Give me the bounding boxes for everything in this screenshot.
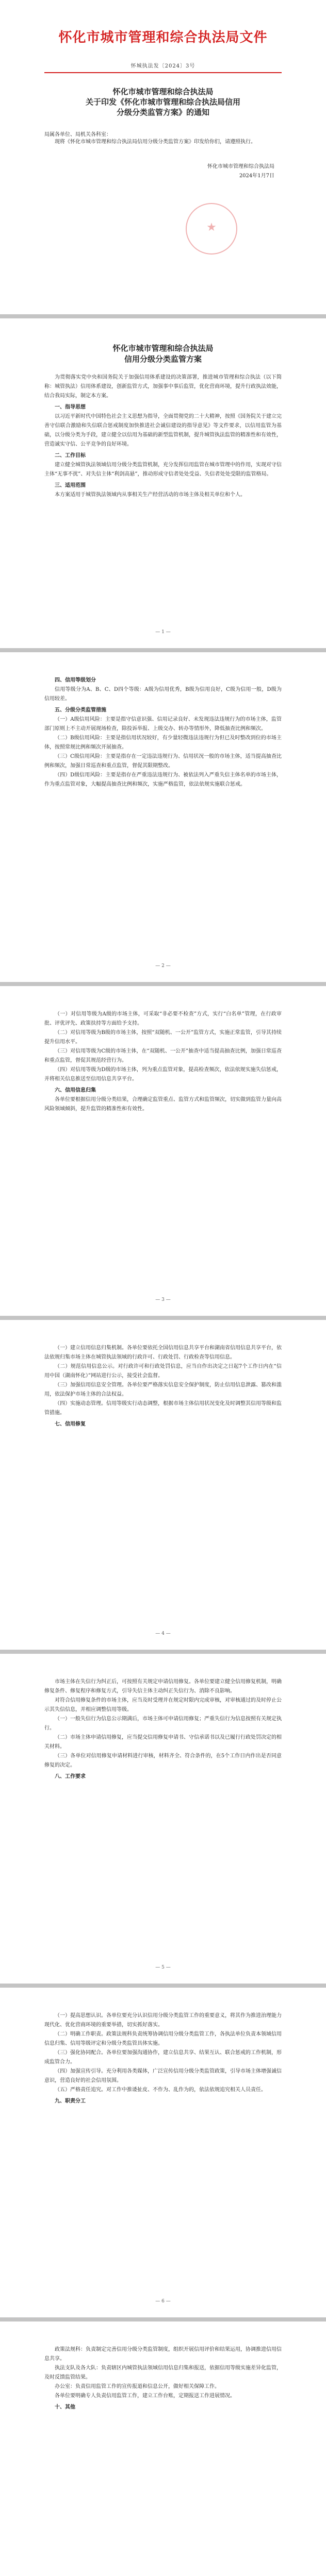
page-2	[0, 318, 326, 648]
signature-block	[44, 162, 282, 181]
section-heading: 七、信用修复	[55, 1421, 86, 1427]
document-red-header: 怀化市城市管理和综合执法局文件	[58, 30, 268, 45]
paragraph: （二）对信用等级为B级的市场主体，按照“双随机、一公开”监管方式，实施正常监管，引导其持续提升信用水平。	[44, 1030, 282, 1045]
page-3	[0, 652, 326, 982]
paragraph: （五）严格责任追究。对工作中推诿扯皮、不作为、乱作为的，依法依规追究相关人员责任。	[55, 2087, 266, 2093]
signature-date: 2024年1月7日	[239, 173, 274, 179]
section-heading: 五、分级分类监管措施	[55, 707, 106, 713]
document-number: 怀城执法发〔2024〕3号	[131, 63, 195, 69]
section-heading: 三、适用范围	[55, 483, 86, 488]
page-5	[0, 1320, 326, 1650]
paragraph: （二）市场主体申请信用修复，应当提交信用修复申请书、守信承诺书以及已履行行政处罚决定的相关材料。	[44, 1735, 282, 1750]
section-heading: 二、工作目标	[55, 453, 86, 459]
paragraph: 对符合信用修复条件的市场主体，应当及时受理并在规定时限内完成审核，对审核通过的及时停止公示其失信信息，并相应调整信用等级。	[44, 1698, 282, 1713]
paragraph: 信用等级分为A、B、C、D四个等级：A级为信用优秀，B级为信用良好，C级为信用一般，D级为信用较差。	[44, 687, 282, 702]
paragraph: 建立健全城管执法领域信用分级分类监管机制，充分发挥信用监管在城市管理中的作用，实现对守信主体“无事不扰”、对失信主体“利剑高悬”，推动形成守信者处处受益、失信者处处受限的监管格局。	[44, 462, 282, 477]
page-number: — 1 —	[155, 630, 171, 635]
paragraph: （一）A级信用风险：主要是指守信意识强、信用记录良好、未发现违法违规行为的市场主体，监管部门原则上不主动开展现场检查，除投诉举报、上级交办、转办等情形外，降低抽查比例和频次。	[44, 717, 282, 732]
paragraph: 以习近平新时代中国特色社会主义思想为指导，全面贯彻党的二十大精神，按照《国务院关于建立完善守信联合激励和失信联合惩戒制度加快推进社会诚信建设的指导意见》等文件要求，以信用监管为基础，以分级分类为手段，建立健全以信用为基础的新型监管机制，提升城管执法监管的精准性和有效性，营造诚实守信、公平竞争的良好环境。	[44, 414, 282, 447]
paragraph: 各单位要根据信用分级分类结果，合理确定监管重点、监管方式和监管频次，切实做到监管力量向高风险领域倾斜，提升监管的精准性和有效性。	[44, 1097, 282, 1112]
page-4	[0, 986, 326, 1316]
section-heading: 六、信用信息归集	[55, 1088, 96, 1093]
notice-title-line: 关于印发《怀化市城市管理和综合执法局信用	[85, 97, 240, 107]
paragraph: （三）对信用等级为C级的市场主体，在“双随机、一公开”抽查中适当提高抽查比例，加强日常巡查和重点监管，督促其规范经营行为。	[44, 1048, 282, 1063]
notice-title-line: 分级分类监管方案》的通知	[116, 108, 209, 117]
section-heading: 一、指导思想	[55, 404, 86, 410]
salutation: 局属各单位、局机关各科室：	[44, 132, 111, 138]
page-number: — 2 —	[155, 963, 171, 969]
paragraph: （三）强化协同配合。各单位要加强沟通协作，建立信息共享、结果互认、联合惩戒的工作机制，形成监管合力。	[44, 2050, 282, 2065]
paragraph: （四）D级信用风险：主要是指存在严重违法违规行为、被依法列入严重失信主体名单的市场主体，作为重点监管对象，大幅提高抽查比例和频次，实施严格监管，依法依规实施联合惩戒。	[44, 772, 282, 787]
page-6	[0, 1654, 326, 1984]
paragraph: （一）提高思想认识。各单位要充分认识信用分级分类监管工作的重要意义，将其作为推进治理能力现代化、优化营商环境的重要举措，切实抓好落实。	[44, 2013, 282, 2028]
paragraph: （一）建立信用信息归集机制。各单位要依托全国信用信息共享平台和湖南省信用信息共享平台，依法依规归集市场主体在城管执法领域的行政许可、行政处罚、行政检查等信用信息。	[44, 1345, 282, 1360]
paragraph: （一）对信用等级为A级的市场主体，可采取“非必要不检查”方式，实行“白名单”管理，在行政审批、评优评先、政策扶持等方面给予支持。	[44, 1011, 282, 1026]
paragraph: 市场主体在失信行为纠正后，可按照有关规定申请信用修复。各单位要建立健全信用修复机制，明确修复条件、修复程序和修复方式，引导失信主体主动纠正失信行为、消除不良影响。	[44, 1679, 282, 1694]
official-seal-icon	[186, 203, 237, 255]
paragraph: 为贯彻落实党中央和国务院关于加强信用体系建设的决策部署，推进城市管理和综合执法（以下简称：城管执法）信用体系建设，创新监管方式，加强事中事后监管，优化营商环境，提升行政执法效能，结合我局实际，制定本方案。	[44, 375, 282, 399]
paragraph: （三）各单位对信用修复申请材料进行审核，材料齐全、符合条件的，在5个工作日内作出是否同意修复的决定。	[44, 1753, 282, 1768]
paragraph: （二）B级信用风险：主要是指信用状况较好，有少量轻微违法违规行为但已及时整改到位的市场主体，按照常规比例和频次开展抽查。	[44, 735, 282, 750]
section-heading: 十、其他	[55, 2404, 75, 2410]
plan-title-line: 怀化市城市管理和综合执法局	[112, 344, 214, 353]
page-7	[0, 1988, 326, 2317]
paragraph: （四）加强宣传引导。充分利用各类媒体，广泛宣传信用分级分类监管政策，引导市场主体增强诚信意识，营造良好的社会信用氛围。	[44, 2069, 282, 2083]
paragraph: （三）加强信用信息安全管理。各单位要严格落实信息安全保护制度，防止信用信息泄露、篡改和滥用，依法保护市场主体的合法权益。	[44, 1382, 282, 1397]
page-number: — 3 —	[155, 1297, 171, 1302]
paragraph: （二）明确工作职责。政策法规科负责统筹协调信用分级分类监管工作，各执法单位负责本领域信用信息归集、信用等级评定和分级分类监管具体实施。	[44, 2031, 282, 2046]
page-8	[0, 2321, 326, 2576]
section-heading: 九、职责分工	[55, 2098, 86, 2104]
notice-title-line: 怀化市城市管理和综合执法局	[112, 87, 214, 96]
notice-body: 现将《怀化市城市管理和综合执法局信用分级分类监管方案》印发给你们，请遵照执行。	[55, 139, 256, 145]
paragraph: 政策法规科：负责制定完善信用分级分类监管制度，组织开展信用评价和结果运用，协调推进信用信息共享。	[44, 2347, 282, 2362]
paragraph: （四）对信用等级为D级的市场主体，列为重点监管对象，提高检查频次，依法依规实施失信惩戒，并将相关信息推送至信用信息共享平台。	[44, 1067, 282, 1082]
notice-title	[44, 87, 282, 117]
page-1	[0, 0, 326, 314]
page-number: — 6 —	[155, 2299, 171, 2304]
paragraph: 本方案适用于城管执法领域内从事相关生产经营活动的市场主体及相关单位和个人。	[55, 492, 246, 498]
section-heading: 八、工作要求	[55, 1774, 86, 1780]
paragraph: 办公室：负责信用监管工作的宣传报道和信息公开，做好相关保障工作。	[55, 2384, 220, 2389]
page-number: — 4 —	[155, 1631, 171, 1636]
paragraph: （二）规范信用信息公示。对行政许可和行政处罚信息，应当自作出决定之日起7个工作日内在“信用中国（湖南怀化）”网站进行公示，接受社会监督。	[44, 1364, 282, 1379]
paragraph: （三）C级信用风险：主要是指存在一定违法违规行为、信用状况一般的市场主体，适当提高抽查比例和频次，加强日常巡查和重点监管，督促其限期整改。	[44, 754, 282, 769]
red-divider	[44, 72, 282, 73]
paragraph: （四）实施动态管理。信用等级实行动态调整，根据市场主体信用状况变化及时调整其信用等级和监管措施。	[44, 1401, 282, 1416]
plan-title	[44, 343, 282, 365]
plan-title-line: 信用分级分类监管方案	[124, 354, 202, 364]
signature-org: 怀化市城市管理和综合执法局	[207, 164, 274, 170]
paragraph: 执法支队及各大队：负责辖区内城管执法领域信用信息归集和报送，依据信用等级实施差异化监管，及时反馈监管结果。	[44, 2365, 282, 2380]
section-heading: 四、信用等级划分	[55, 677, 96, 683]
paragraph: （一）一般失信行为信息公示期满后，市场主体可申请信用修复；严重失信行为信息按照有关规定执行。	[44, 1716, 282, 1731]
page-number: — 5 —	[155, 1965, 171, 1970]
paragraph: 各单位要明确专人负责信用监管工作，建立工作台账，定期报送工作进展情况。	[55, 2393, 235, 2399]
